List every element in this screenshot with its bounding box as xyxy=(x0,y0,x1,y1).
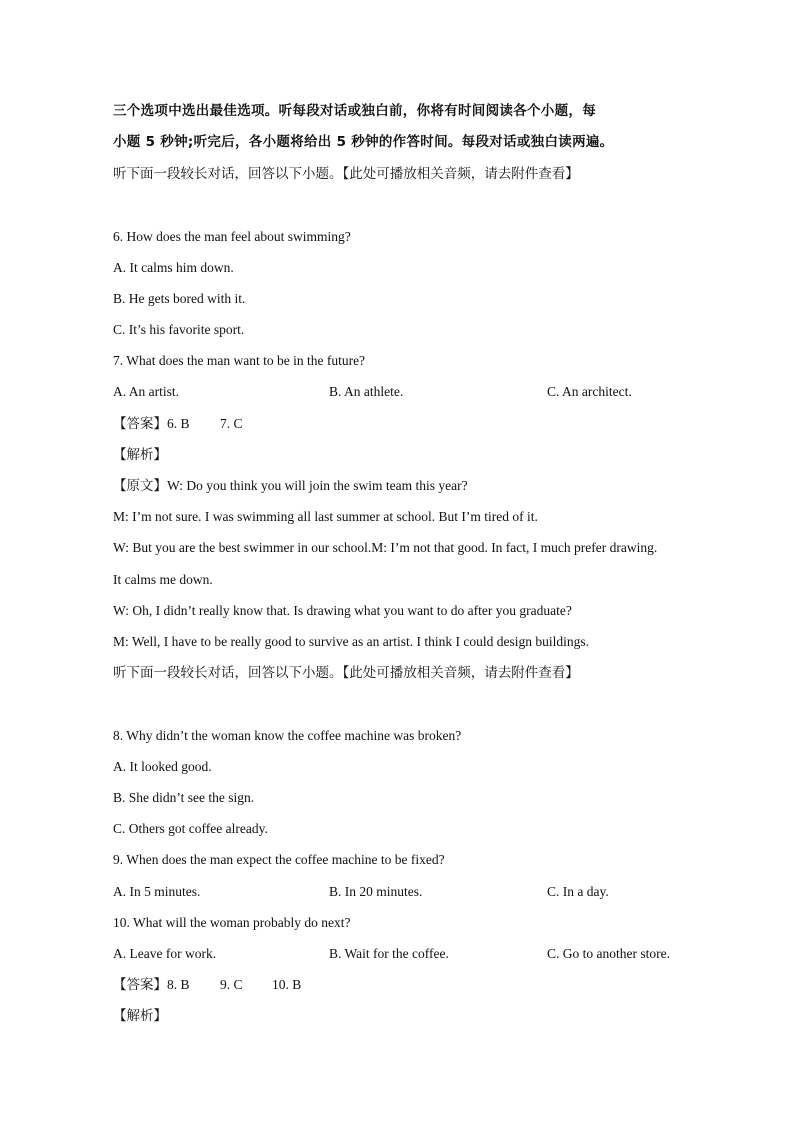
analysis-tag-2: 【解析】 xyxy=(113,1008,167,1024)
question-8-option-a: A. It looked good. xyxy=(113,759,212,774)
question-7-option-c: C. An architect. xyxy=(547,384,632,399)
transcript-line-5: W: Oh, I didn’t really know that. Is drawing what you want to do after you graduate? xyxy=(113,603,572,618)
question-9-option-a: A. In 5 minutes. xyxy=(113,884,201,899)
transcript-line-3: W: But you are the best swimmer in our school.M: I’m not that good. In fact, I much prefer drawing. xyxy=(113,540,658,555)
question-10-option-b: B. Wait for the coffee. xyxy=(329,946,449,961)
question-7-option-b: B. An athlete. xyxy=(329,384,404,399)
transcript-text-1: W: Do you think you will join the swim team this year? xyxy=(167,478,468,493)
question-10-option-c: C. Go to another store. xyxy=(547,946,670,961)
question-6-option-c: C. It’s his favorite sport. xyxy=(113,322,245,337)
answer-line-1 xyxy=(113,415,190,433)
transcript-line-1 xyxy=(113,477,468,495)
transcript-line-2: M: I’m not sure. I was swimming all last summer at school. But I’m tired of it. xyxy=(113,509,538,524)
question-6-option-b: B. He gets bored with it. xyxy=(113,291,246,306)
question-9-option-c: C. In a day. xyxy=(547,884,609,899)
section1-instruction: 听下面一段较长对话，回答以下小题。【此处可播放相关音频，请去附件查看】 xyxy=(113,166,579,182)
question-6-option-a: A. It calms him down. xyxy=(113,260,234,275)
question-8-stem: 8. Why didn’t the woman know the coffee machine was broken? xyxy=(113,728,462,743)
question-10-stem: 10. What will the woman probably do next? xyxy=(113,915,351,930)
question-8-option-c: C. Others got coffee already. xyxy=(113,821,268,836)
intro-line-2: 小题 5 秒钟;听完后，各小题将给出 5 秒钟的作答时间。每段对话或独白读两遍。 xyxy=(113,134,614,150)
transcript-line-4: It calms me down. xyxy=(113,572,213,587)
answer-tag: 【答案】 xyxy=(113,416,167,432)
answer-line-2 xyxy=(113,976,190,994)
answer-10: 10. B xyxy=(272,977,302,992)
question-7-stem: 7. What does the man want to be in the future? xyxy=(113,353,366,368)
question-9-stem: 9. When does the man expect the coffee machine to be fixed? xyxy=(113,852,445,867)
intro-line-1: 三个选项中选出最佳选项。听每段对话或独白前，你将有时间阅读各个小题，每 xyxy=(113,103,596,119)
question-6-stem: 6. How does the man feel about swimming? xyxy=(113,229,351,244)
section2-instruction: 听下面一段较长对话，回答以下小题。【此处可播放相关音频，请去附件查看】 xyxy=(113,665,579,681)
question-10-option-a: A. Leave for work. xyxy=(113,946,217,961)
answer-8: 8. B xyxy=(167,977,190,992)
question-7-option-a: A. An artist. xyxy=(113,384,179,399)
transcript-tag: 【原文】 xyxy=(113,478,167,494)
answer-7: 7. C xyxy=(220,416,243,431)
answer-tag-2: 【答案】 xyxy=(113,977,167,993)
answer-6: 6. B xyxy=(167,416,190,431)
transcript-line-6: M: Well, I have to be really good to survive as an artist. I think I could design buildings. xyxy=(113,634,589,649)
analysis-tag-1: 【解析】 xyxy=(113,447,167,463)
question-9-option-b: B. In 20 minutes. xyxy=(329,884,423,899)
answer-9: 9. C xyxy=(220,977,243,992)
question-8-option-b: B. She didn’t see the sign. xyxy=(113,790,255,805)
